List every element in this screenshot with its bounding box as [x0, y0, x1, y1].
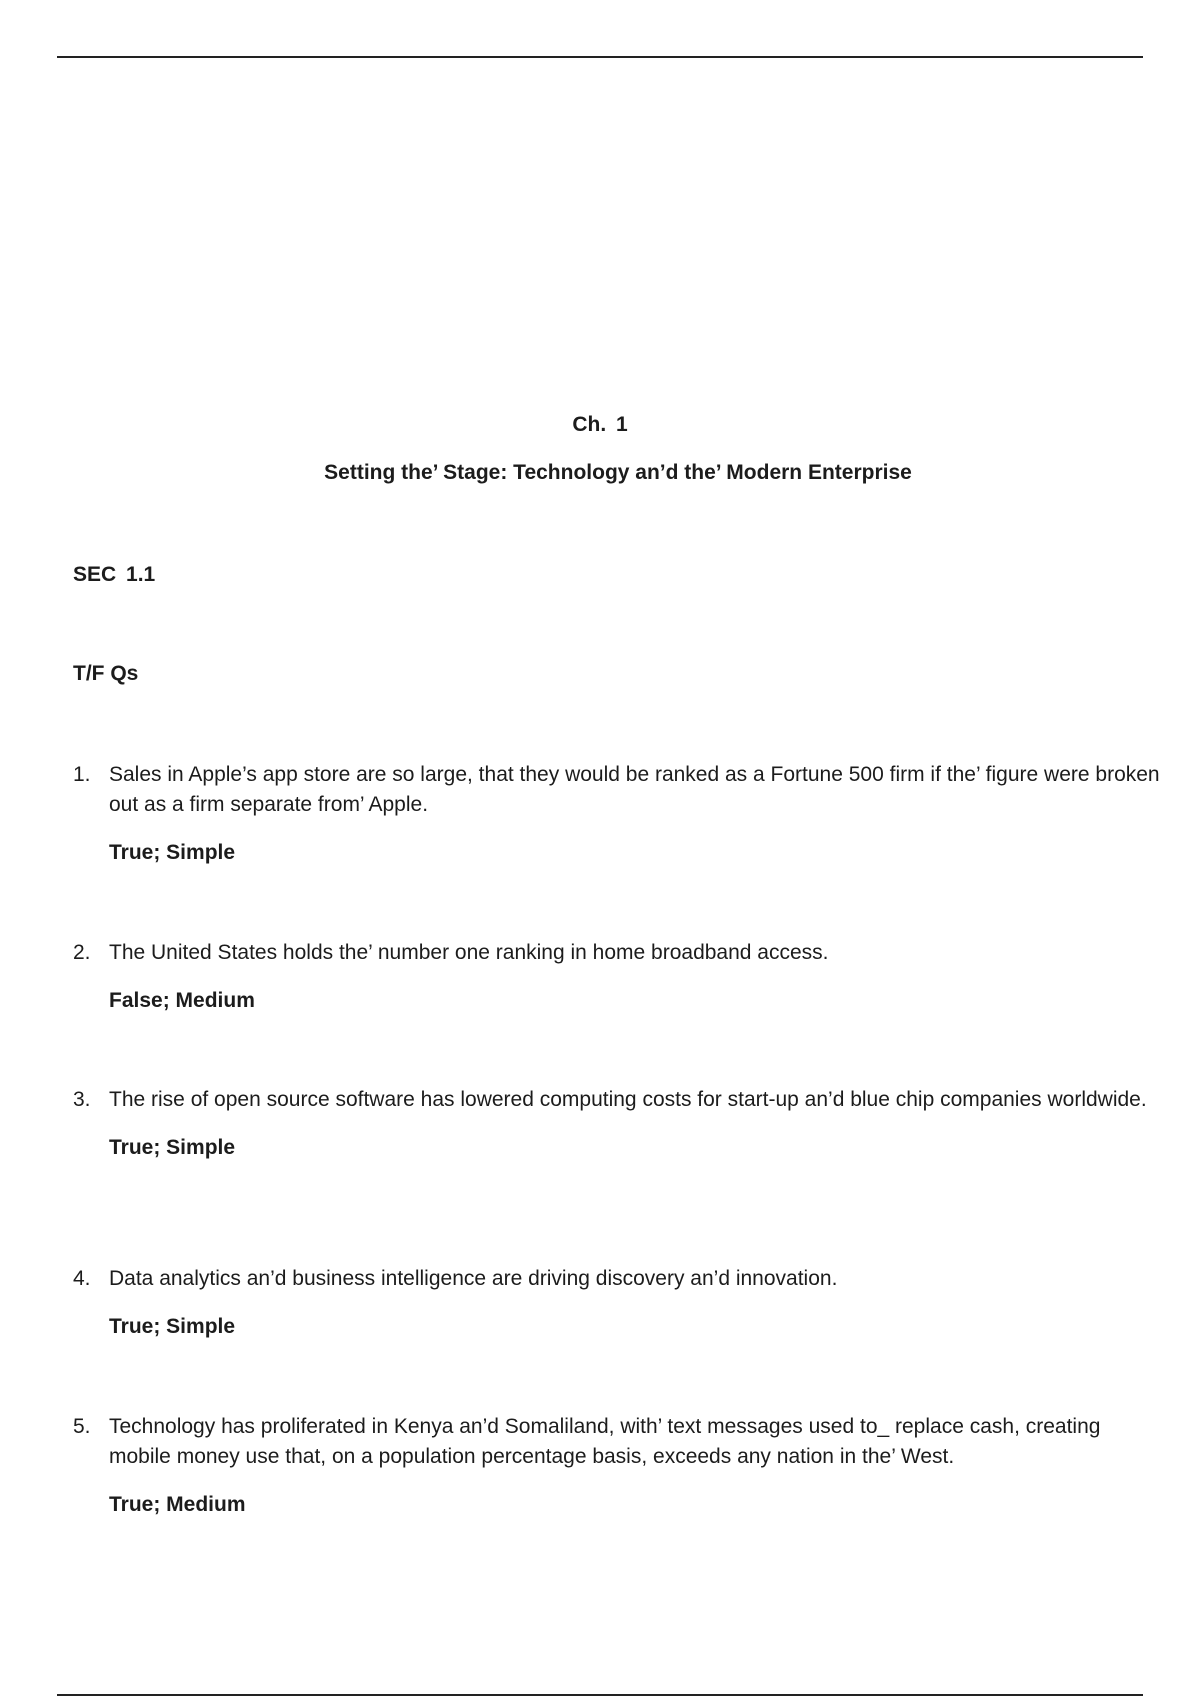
question-answer: False; Medium [109, 989, 255, 1012]
question-number: 1. [73, 763, 91, 786]
question-number: 3. [73, 1088, 91, 1111]
question-number: 4. [73, 1267, 91, 1290]
bottom-rule [57, 1694, 1143, 1696]
question-number: 5. [73, 1415, 91, 1438]
chapter-title: Setting the’ Stage: Technology an’d the’ Modern Enterprise [324, 461, 912, 484]
question-item [73, 1085, 1163, 1162]
question-item [73, 760, 1163, 867]
question-answer: True; Medium [109, 1493, 246, 1516]
question-item [73, 1412, 1163, 1519]
question-answer: True; Simple [109, 1136, 236, 1159]
top-rule [57, 56, 1143, 58]
question-answer: True; Simple [109, 1315, 236, 1338]
question-item [73, 938, 1163, 1015]
question-text: Sales in Apple’s app store are so large, that they would be ranked as a Fortune 500 firm if the’ figure were broken out as a firm separate from’ Apple. [109, 763, 1160, 816]
question-answer: True; Simple [109, 841, 236, 864]
question-text: Technology has proliferated in Kenya an’d Somaliland, with’ text messages used to_ replace cash, creating mobile money use that, on a population percentage basis, exceeds any nation in the’ West. [109, 1415, 1101, 1468]
section-heading: SEC 1.1 [73, 563, 156, 586]
chapter-heading: Ch. 1 [572, 413, 628, 436]
question-item [73, 1264, 1163, 1341]
question-text: Data analytics an’d business intelligence are driving discovery an’d innovation. [109, 1267, 838, 1290]
question-number: 2. [73, 941, 91, 964]
subsection-heading: T/F Qs [73, 662, 139, 685]
question-text: The United States holds the’ number one ranking in home broadband access. [109, 941, 829, 964]
question-text: The rise of open source software has lowered computing costs for start-up an’d blue chip companies worldwide. [109, 1088, 1147, 1111]
